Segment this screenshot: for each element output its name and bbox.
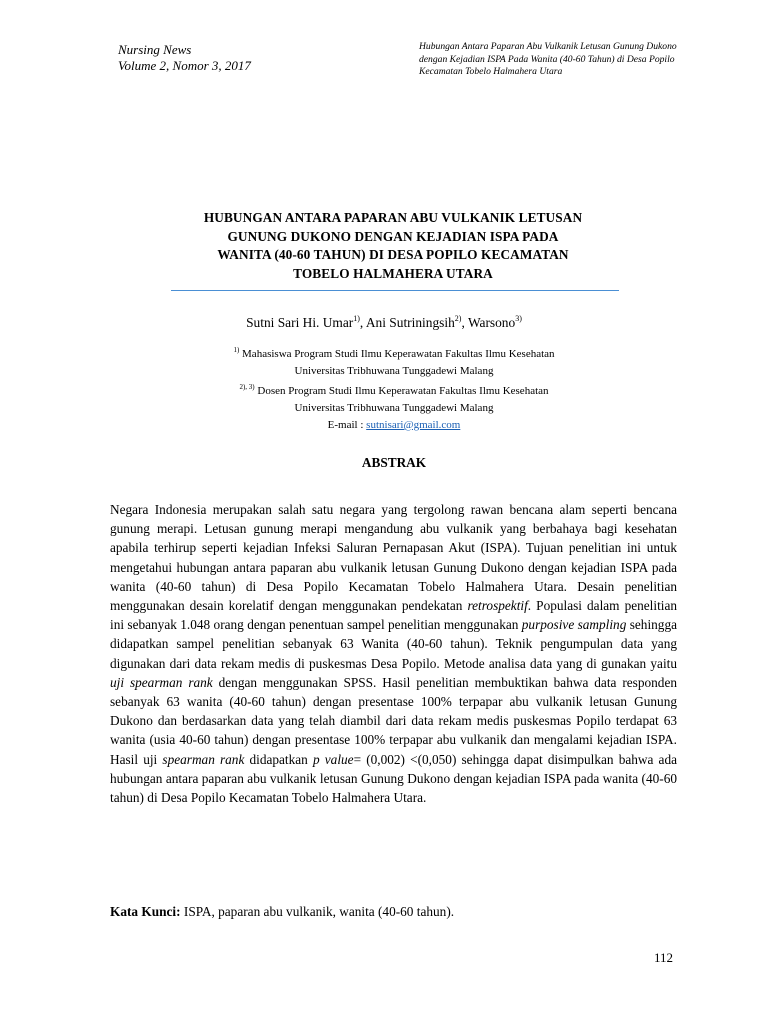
abstract-text: = (0,002) <(0,050) sehingga dapat disimpulkan bahwa ada hubungan antara paparan abu vulkanik letusan Gunung Dukono dengan kejadian ISPA pada wanita (40-60 tahun) di Desa Popilo Kecamatan Tobelo Halmahera Utara.: [110, 751, 678, 806]
author-name: Sutni Sari Hi. Umar: [246, 315, 354, 330]
journal-name: Nursing News: [118, 42, 192, 57]
abstract-text: didapatkan: [244, 751, 308, 767]
abstract-text: dengan menggunakan SPSS. Hasil penelitian membuktikan bahwa data responden sebanyak 63 wanita (40-60 tahun) dengan presentase 100% terpapar abu vulkanik letusan Gunung Dukono dan berdasarkan data yang telah diambil dari data rekam medis puskesmas Popilo terdapat 63 wanita (usia 40-60 tahun) dengan presentase 100% terpapar abu vulkanik dan mengalami kejadian ISPA. Hasil uji: [110, 674, 677, 767]
affiliation-line: Universitas Tribhuwana Tunggadewi Malang: [294, 364, 494, 377]
abstract-italic: spearman rank: [162, 751, 245, 767]
author-name: Ani Sutriningsih: [365, 315, 455, 330]
affiliation-line: [0, 342, 768, 363]
abstract-italic: retrospektif: [467, 598, 528, 614]
email-label: E-mail :: [327, 418, 364, 431]
running-title: Hubungan Antara Paparan Abu Vulkanik Letusan Gunung Dukono dengan Kejadian ISPA Pada Wanita (40-60 Tahun) di Desa Popilo Kecamatan Tobelo Halmahera Utara: [419, 41, 677, 77]
abstract-text: Negara Indonesia merupakan salah satu negara yang tergolong rawan bencana alam seperti bencana gunung merapi. Letusan gunung merapi mengandung abu vulkanik yang berbahaya bagi kesehatan apabila terhirup seperti kejadian Infeksi Saluran Pernapasan Akut (ISPA). Tujuan penelitian ini untuk mengetahui hubungan antara paparan abu vulkanik letusan Gunung Dukono dengan kejadian ISPA pada wanita (40-60 tahun) di Desa Popilo Kecamatan Tobelo Halmahera Utara. Desain penelitian menggunakan desain korelatif dengan menggunakan pendekatan: [110, 502, 677, 614]
abstract-italic: purposive sampling: [521, 617, 627, 633]
title-line: GUNUNG DUKONO DENGAN KEJADIAN ISPA PADA: [227, 228, 559, 244]
affil-mark: 2), 3): [239, 383, 255, 392]
abstract-text: sehingga didapatkan sampel penelitian sebanyak 63 Wanita (40-60 tahun). Teknik pengumpulan data yang digunakan dari data rekam medis di puskesmas Desa Popilo. Metode analisa data yang di gunakan yaitu: [110, 617, 677, 671]
affil-mark: 1): [233, 346, 240, 354]
keywords-text: ISPA, paparan abu vulkanik, wanita (40-60 tahun).: [180, 904, 455, 919]
title-line: HUBUNGAN ANTARA PAPARAN ABU VULKANIK LETUSAN: [203, 210, 583, 225]
abstract-text: . Populasi dalam penelitian ini sebanyak 1.048 orang dengan penentuan sampel penelitian menggunakan: [110, 598, 678, 633]
affiliation-line: Universitas Tribhuwana Tunggadewi Malang: [294, 402, 494, 415]
author-affil-mark: 2): [454, 314, 462, 323]
page-number: 112: [654, 950, 674, 965]
affil-text: Mahasiswa Program Studi Ilmu Keperawatan Fakultas Ilmu Kesehatan: [242, 348, 555, 360]
title-divider: [171, 290, 619, 291]
title-line: WANITA (40-60 TAHUN) DI DESA POPILO KECAMATAN: [217, 247, 569, 262]
affiliations: [0, 342, 768, 434]
journal-header: [118, 42, 251, 74]
keywords-label: Kata Kunci:: [110, 904, 181, 919]
abstract-italic: p value: [312, 751, 354, 767]
author-list: Sutni Sari Hi. Umar$^{1)}$, Ani Sutriningsih$^{2)}$, Warsono$^{3)}$: [246, 314, 522, 330]
affiliation-line: [0, 379, 768, 400]
email-line: [0, 417, 768, 434]
author-affil-mark: 3): [515, 314, 522, 323]
abstract-italic: uji spearman rank: [110, 674, 213, 690]
paper-title: [140, 209, 646, 283]
affil-text: Dosen Program Studi Ilmu Keperawatan Fakultas Ilmu Kesehatan: [257, 385, 549, 398]
abstract-heading: ABSTRAK: [361, 455, 427, 470]
keywords: [110, 903, 677, 921]
author-name: Warsono: [467, 315, 516, 330]
email-link[interactable]: sutnisari@gmail.com: [366, 418, 461, 431]
journal-volume: Volume 2, Nomor 3, 2017: [118, 58, 251, 73]
title-line: TOBELO HALMAHERA UTARA: [293, 265, 493, 281]
abstract-body: [110, 500, 677, 807]
author-affil-mark: 1): [353, 314, 360, 323]
